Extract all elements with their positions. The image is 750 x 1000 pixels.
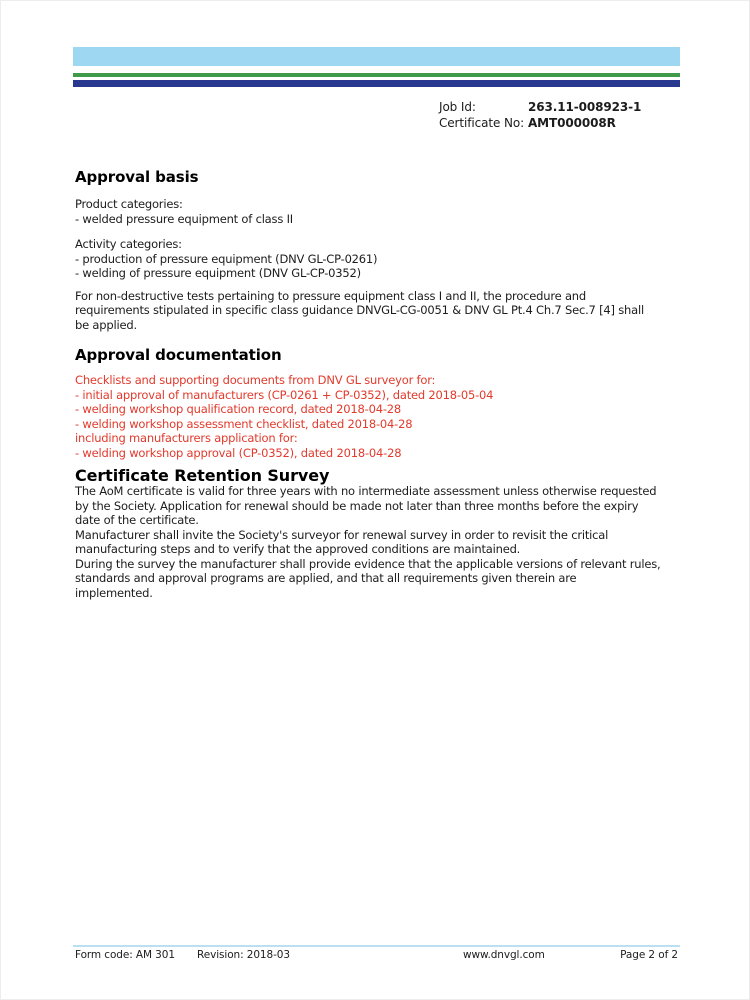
activity-categories-paragraph [75, 237, 691, 281]
text-line: For non-destructive tests pertaining to pressure equipment class I and II, the procedure and [75, 288, 586, 303]
text-line: - production of pressure equipment (DNV GL-CP-0261) [75, 251, 378, 266]
certificate-no-row [439, 115, 641, 131]
red-text-line: Checklists and supporting documents from DNV GL surveyor for: [75, 373, 436, 387]
text-line: Manufacturer shall invite the Society's surveyor for renewal survey in order to revisit the critical [75, 527, 609, 542]
text-line: The AoM certificate is valid for three years with no intermediate assessment unless otherwise requested [75, 484, 657, 498]
job-id-value: 263.11-008923-1 [528, 100, 642, 114]
text-line: Activity categories: [75, 237, 182, 251]
footer [75, 949, 680, 963]
footer-form-code: Form code: AM 301 [75, 949, 175, 961]
text-line: Product categories: [75, 197, 183, 211]
red-text-line: - welding workshop approval (CP-0352), dated 2018-04-28 [75, 445, 402, 460]
certificate-retention-survey-paragraph [75, 484, 691, 600]
certificate-retention-survey-heading: Certificate Retention Survey [75, 466, 330, 485]
footer-divider-line [73, 945, 680, 947]
approval-documentation-heading: Approval documentation [75, 346, 282, 364]
red-text-line: - welding workshop qualification record, dated 2018-04-28 [75, 402, 402, 416]
text-line: date of the certificate. [75, 513, 199, 527]
red-text-line: - initial approval of manufacturers (CP-0261 + CP-0352), dated 2018-05-04 [75, 387, 494, 402]
ndt-note-paragraph [75, 289, 691, 333]
document-body [75, 168, 691, 600]
text-line: - welding of pressure equipment (DNV GL-CP-0352) [75, 266, 361, 280]
text-line: During the survey the manufacturer shall provide evidence that the applicable versions of relevant rules, [75, 556, 661, 571]
job-certificate-block [439, 99, 641, 131]
approval-basis-heading: Approval basis [75, 168, 199, 186]
text-line: be applied. [75, 317, 137, 332]
approval-documentation-list [75, 373, 691, 460]
footer-website: www.dnvgl.com [463, 949, 545, 961]
footer-revision: Revision: 2018-03 [197, 949, 290, 961]
text-line: - welded pressure equipment of class II [75, 211, 293, 226]
text-line: by the Society. Application for renewal should be made not later than three months before the expiry [75, 498, 639, 513]
job-id-label: Job Id: [439, 100, 476, 114]
certificate-no-value: AMT000008R [528, 116, 616, 130]
certificate-no-label: Certificate No: [439, 116, 525, 130]
footer-page-number: Page 2 of 2 [620, 949, 678, 961]
header-bar-light-blue [73, 47, 680, 66]
red-text-line: - welding workshop assessment checklist, dated 2018-04-28 [75, 416, 413, 431]
header-bar-dark-blue [73, 80, 680, 87]
text-line: standards and approval programs are applied, and that all requirements given therein are [75, 571, 577, 585]
text-line: requirements stipulated in specific class guidance DNVGL-CG-0051 & DNV GL Pt.4 Ch.7 Sec.7 [4] shall [75, 303, 644, 317]
product-categories-paragraph [75, 197, 691, 226]
header-bar-green [73, 73, 680, 77]
text-line: implemented. [75, 585, 153, 600]
job-id-row [439, 99, 641, 115]
red-text-line: including manufacturers application for: [75, 431, 298, 445]
text-line: manufacturing steps and to verify that the approved conditions are maintained. [75, 542, 521, 556]
